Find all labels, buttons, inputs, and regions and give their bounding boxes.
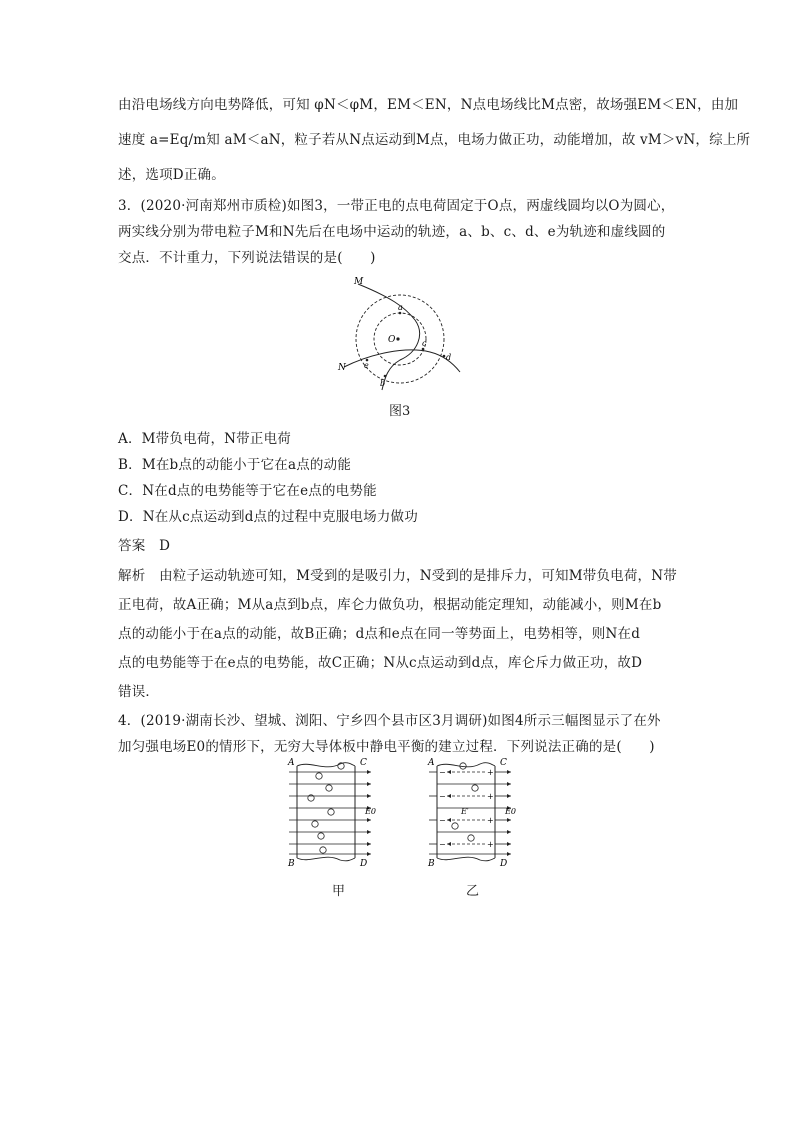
question-3-line: 交点．不计重力，下列说法错误的是( ) — [118, 250, 376, 266]
label-c: c — [422, 339, 427, 348]
explanation-line: 解析 由粒子运动轨迹可知，M受到的是吸引力，N受到的是排斥力，可知M带负电荷，N带 — [118, 568, 677, 584]
minus-sign: − — [439, 816, 446, 825]
plus-sign: + — [487, 816, 494, 825]
minus-sign: − — [439, 768, 446, 777]
figure-3-diagram — [330, 272, 480, 397]
minus-sign: − — [439, 792, 446, 801]
label-D: D — [360, 859, 368, 869]
label-a: a — [398, 303, 403, 312]
label-C: C — [500, 758, 507, 768]
text-line: 速度 a=Eq/m知 aM＜aN，粒子若从N点运动到M点，电场力做正功，动能增加，故 vM＞vN，综上所 — [118, 132, 751, 148]
label-D: D — [500, 859, 508, 869]
figure-3-caption: 图3 — [389, 404, 411, 419]
label-d: d — [446, 353, 452, 362]
label-N: N — [338, 363, 346, 373]
figure-4-left-diagram — [285, 754, 385, 874]
plus-sign: + — [487, 840, 494, 849]
minus-sign: − — [439, 840, 446, 849]
plus-sign: + — [487, 792, 494, 801]
option-c: C．N在d点的电势能等于它在e点的电势能 — [118, 483, 377, 499]
text-line: 由沿电场线方向电势降低，可知 φN＜φM，EM＜EN，N点电场线比M点密，故场强EM＜EN，由加 — [118, 97, 739, 113]
figure-4-right-diagram — [425, 754, 525, 874]
option-b: B．M在b点的动能小于它在a点的动能 — [118, 457, 352, 473]
question-3-line: 两实线分别为带电粒子M和N先后在电场中运动的轨迹，a、b、c、d、e为轨迹和虚线圆的 — [118, 224, 666, 240]
label-A: A — [428, 758, 435, 768]
option-a: A．M带负电荷，N带正电荷 — [118, 431, 291, 447]
question-3-line: 3．(2020·河南郑州市质检)如图3，一带正电的点电荷固定于O点，两虚线圆均以O为圆心， — [118, 198, 675, 214]
explanation-line: 正电荷，故A正确；M从a点到b点，库仑力做负功，根据动能定理知，动能减小，则M在b — [118, 597, 662, 613]
question-4-line: 加匀强电场E0的情形下，无穷大导体板中静电平衡的建立过程．下列说法正确的是( ) — [118, 739, 655, 755]
label-C: C — [360, 758, 367, 768]
option-d: D．N在从c点运动到d点的过程中克服电场力做功 — [118, 509, 418, 525]
label-E-prime: E′ — [461, 807, 469, 816]
label-B: B — [288, 859, 295, 869]
point-O — [396, 337, 399, 340]
label-O: O — [388, 335, 396, 345]
figure-4-right-caption: 乙 — [466, 884, 480, 899]
explanation-line: 点的电势能等于在e点的电势能，故C正确；N从c点运动到d点，库仑斥力做正功，故D — [118, 655, 643, 671]
inner-equipotential-circle — [374, 313, 426, 365]
figure-4-left-caption: 甲 — [332, 884, 346, 899]
answer-line: 答案 D — [118, 538, 171, 554]
text-line: 述，选项D正确。 — [118, 167, 225, 183]
plus-sign: + — [487, 768, 494, 777]
explanation-line: 点的动能小于在a点的动能，故B正确；d点和e点在同一等势面上，电势相等，则N在d — [118, 626, 641, 642]
label-E0: E0 — [365, 807, 376, 816]
label-b: b — [380, 379, 386, 388]
explanation-line: 错误． — [118, 684, 160, 700]
label-e: e — [364, 361, 369, 370]
label-A: A — [288, 758, 295, 768]
label-B: B — [428, 859, 435, 869]
label-M: M — [354, 277, 364, 287]
question-4-line: 4．(2019·湖南长沙、望城、浏阳、宁乡四个县市区3月调研)如图4所示三幅图显示了在外 — [118, 713, 661, 729]
label-E0: E0 — [505, 807, 516, 816]
